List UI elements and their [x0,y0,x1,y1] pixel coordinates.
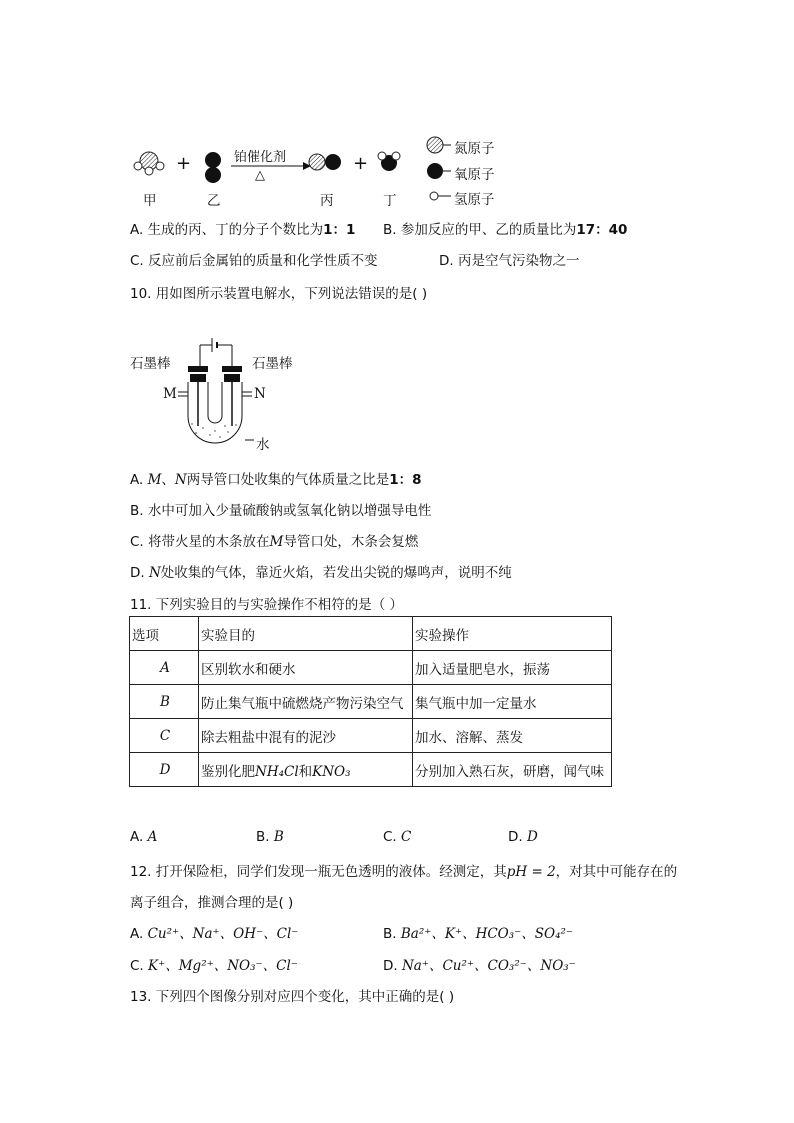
plus-sign-1: + [176,153,192,174]
fig-m-label: M [163,386,177,402]
table-cell-operation: 加入适量肥皂水，振荡 [413,651,612,685]
table-row [130,685,612,719]
q11-option-c: C. C [383,829,412,845]
q10-option-b: B. 水中可加入少量硫酸钠或氢氧化钠以增强导电性 [130,503,432,519]
q12-stem-line1: 12. 打开保险柜，同学们发现一瓶无色透明的液体。经测定，其pH = 2，对其中可能存在的 [130,864,678,880]
table-cell-purpose: 除去粗盐中混有的泥沙 [199,719,413,753]
q12-option-b: B. Ba²⁺、K⁺、HCO₃⁻、SO₄²⁻ [383,926,574,942]
fig-n-label: N [254,386,266,402]
label-jia: 甲 [143,193,157,209]
q10-option-c: C. 将带火星的木条放在M导管口处，木条会复燃 [130,534,419,550]
plus-sign-2: + [353,153,369,174]
table-cell-operation: 加水、溶解、蒸发 [413,719,612,753]
molecule-bing [309,154,341,170]
header-operation: 实验操作 [413,617,612,651]
table-row [130,753,612,787]
q12-option-d: D. Na⁺、Cu²⁺、CO₃²⁻、NO₃⁻ [383,958,576,974]
table-cell-purpose: 区别软水和硬水 [199,651,413,685]
fig-left-rod-label: 石墨棒 [130,356,171,372]
q9-option-a: A. 生成的丙、丁的分子个数比为1：1 [130,222,356,238]
label-bing: 丙 [320,193,334,209]
legend-oxygen: 氧原子 [454,167,495,183]
q11-option-b: B. B [256,829,284,845]
legend-nitrogen-symbol [427,137,443,153]
label-yi: 乙 [207,193,221,209]
q13-stem: 13. 下列四个图像分别对应四个变化，其中正确的是( ) [130,989,455,1005]
molecule-jia [134,152,164,175]
legend-nitrogen: 氮原子 [454,141,495,157]
heat-symbol: △ [255,168,265,183]
label-ding: 丁 [383,193,397,209]
table-row [130,719,612,753]
table-cell-option: A [130,651,199,685]
q12-stem-line2: 离子组合，推测合理的是( ) [130,895,294,911]
molecule-ding [378,152,400,171]
header-purpose: 实验目的 [199,617,413,651]
legend-hydrogen: 氢原子 [454,192,495,208]
table-cell-purpose: 鉴别化肥NH₄Cl和KNO₃ [199,753,413,787]
molecule-yi [205,152,221,183]
legend-hydrogen-symbol [430,192,438,200]
q10-stem: 10. 用如图所示装置电解水，下列说法错误的是( ) [130,286,428,302]
q11-table [129,616,612,787]
table-cell-option: D [130,753,199,787]
q11-option-a: A. A [130,829,158,845]
table-header-row [130,617,612,651]
fig-right-rod-label: 石墨棒 [252,356,293,372]
table-cell-option: B [130,685,199,719]
header-option: 选项 [130,617,199,651]
q10-option-d: D. N处收集的气体，靠近火焰，若发出尖锐的爆鸣声，说明不纯 [130,565,512,581]
legend-oxygen-symbol [427,163,443,179]
fig-water-label: 水 [256,437,270,453]
q9-option-c: C. 反应前后金属铂的质量和化学性质不变 [130,253,378,269]
q11-stem: 11. 下列实验目的与实验操作不相符的是（ ） [130,597,404,613]
catalyst-label: 铂催化剂 [234,150,287,165]
q11-option-d: D. D [508,829,538,845]
q12-option-c: C. K⁺、Mg²⁺、NO₃⁻、Cl⁻ [130,958,298,974]
table-row [130,651,612,685]
q10-option-a: A. M、N两导管口处收集的气体质量之比是1：8 [130,472,422,488]
table-cell-purpose: 防止集气瓶中硫燃烧产物污染空气 [199,685,413,719]
table-cell-option: C [130,719,199,753]
q9-option-b: B. 参加反应的甲、乙的质量比为17：40 [383,222,628,238]
table-cell-operation: 集气瓶中加一定量水 [413,685,612,719]
table-cell-operation: 分别加入熟石灰，研磨，闻气味 [413,753,612,787]
q9-option-d: D. 丙是空气污染物之一 [439,253,580,269]
q12-option-a: A. Cu²⁺、Na⁺、OH⁻、Cl⁻ [130,926,299,942]
